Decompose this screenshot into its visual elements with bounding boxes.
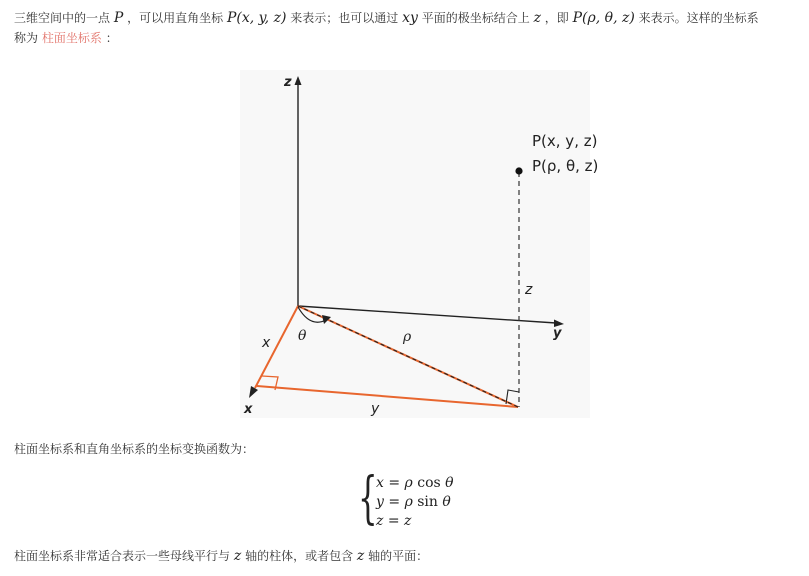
point-cyl-label: P(ρ, θ, z)	[532, 157, 599, 175]
intro-line-2	[14, 29, 118, 47]
eq-x-cos: cos	[412, 475, 446, 491]
eq-y-theta: θ	[442, 494, 451, 510]
eq-x-lhs: x	[376, 475, 384, 491]
math-rect-coord: P(x, y, z)	[226, 10, 287, 26]
math-z: z	[233, 548, 242, 564]
x-length-label: x	[262, 335, 271, 351]
eq-x-rho: ρ	[404, 475, 413, 491]
point-p	[515, 167, 522, 174]
figure-background	[240, 70, 590, 418]
eq-x-equals: =	[383, 475, 405, 491]
intro-text: 三维空间中的一点	[14, 11, 111, 25]
math-z: z	[356, 548, 365, 564]
intro-text: ，可以用直角坐标	[127, 11, 224, 25]
intro-line-1	[14, 9, 759, 27]
transform-intro	[14, 440, 254, 458]
eq-z-equals: =	[383, 513, 405, 529]
transform-intro-text: 柱面坐标系和直角坐标系的坐标变换函数为：	[14, 442, 255, 456]
y-length-label: y	[371, 401, 380, 417]
cylinder-note	[14, 547, 428, 565]
point-rect-label: P(x, y, z)	[532, 132, 598, 150]
intro-text: 称为	[14, 31, 39, 45]
y-axis-label: y	[553, 326, 562, 341]
rho-label: ρ	[403, 329, 412, 345]
eq-y-equals: =	[383, 494, 405, 510]
cylindrical-coordinates-figure	[240, 70, 599, 418]
math-cyl-coord: P(ρ, θ, z)	[572, 10, 635, 26]
math-point-p: P	[113, 10, 124, 26]
cylindrical-coordinates-link[interactable]: 柱面坐标系	[41, 31, 102, 45]
equation-system	[358, 466, 468, 532]
intro-text: ：	[105, 31, 118, 45]
theta-label: θ	[298, 328, 307, 344]
math-z: z	[533, 10, 541, 26]
intro-text: 来表示。这样的坐标系	[638, 11, 759, 25]
equation-brace: {	[358, 466, 378, 531]
eq-y-sin: sin	[412, 494, 443, 510]
x-axis-label: x	[244, 402, 253, 417]
equation-x	[376, 474, 454, 492]
z-height-label: z	[525, 282, 533, 298]
cylinder-note-text: 柱面坐标系非常适合表示一些母线平行与	[14, 549, 231, 563]
cylinder-note-text: 轴的平面：	[368, 549, 429, 563]
equation-z	[376, 512, 411, 530]
math-xy-plane: xy	[402, 10, 418, 26]
z-axis-label: z	[284, 75, 292, 90]
intro-text: 来表示；也可以通过	[290, 11, 399, 25]
eq-x-theta: θ	[445, 475, 454, 491]
intro-text: 平面的极坐标结合上	[421, 11, 530, 25]
eq-y-lhs: y	[376, 494, 384, 510]
eq-y-rho: ρ	[404, 494, 413, 510]
eq-z-rhs: z	[404, 513, 412, 529]
eq-z-lhs: z	[376, 513, 384, 529]
intro-text: ，即	[544, 11, 569, 25]
equation-y	[376, 493, 451, 511]
cylinder-note-text: 轴的柱体，或者包含	[245, 549, 354, 563]
